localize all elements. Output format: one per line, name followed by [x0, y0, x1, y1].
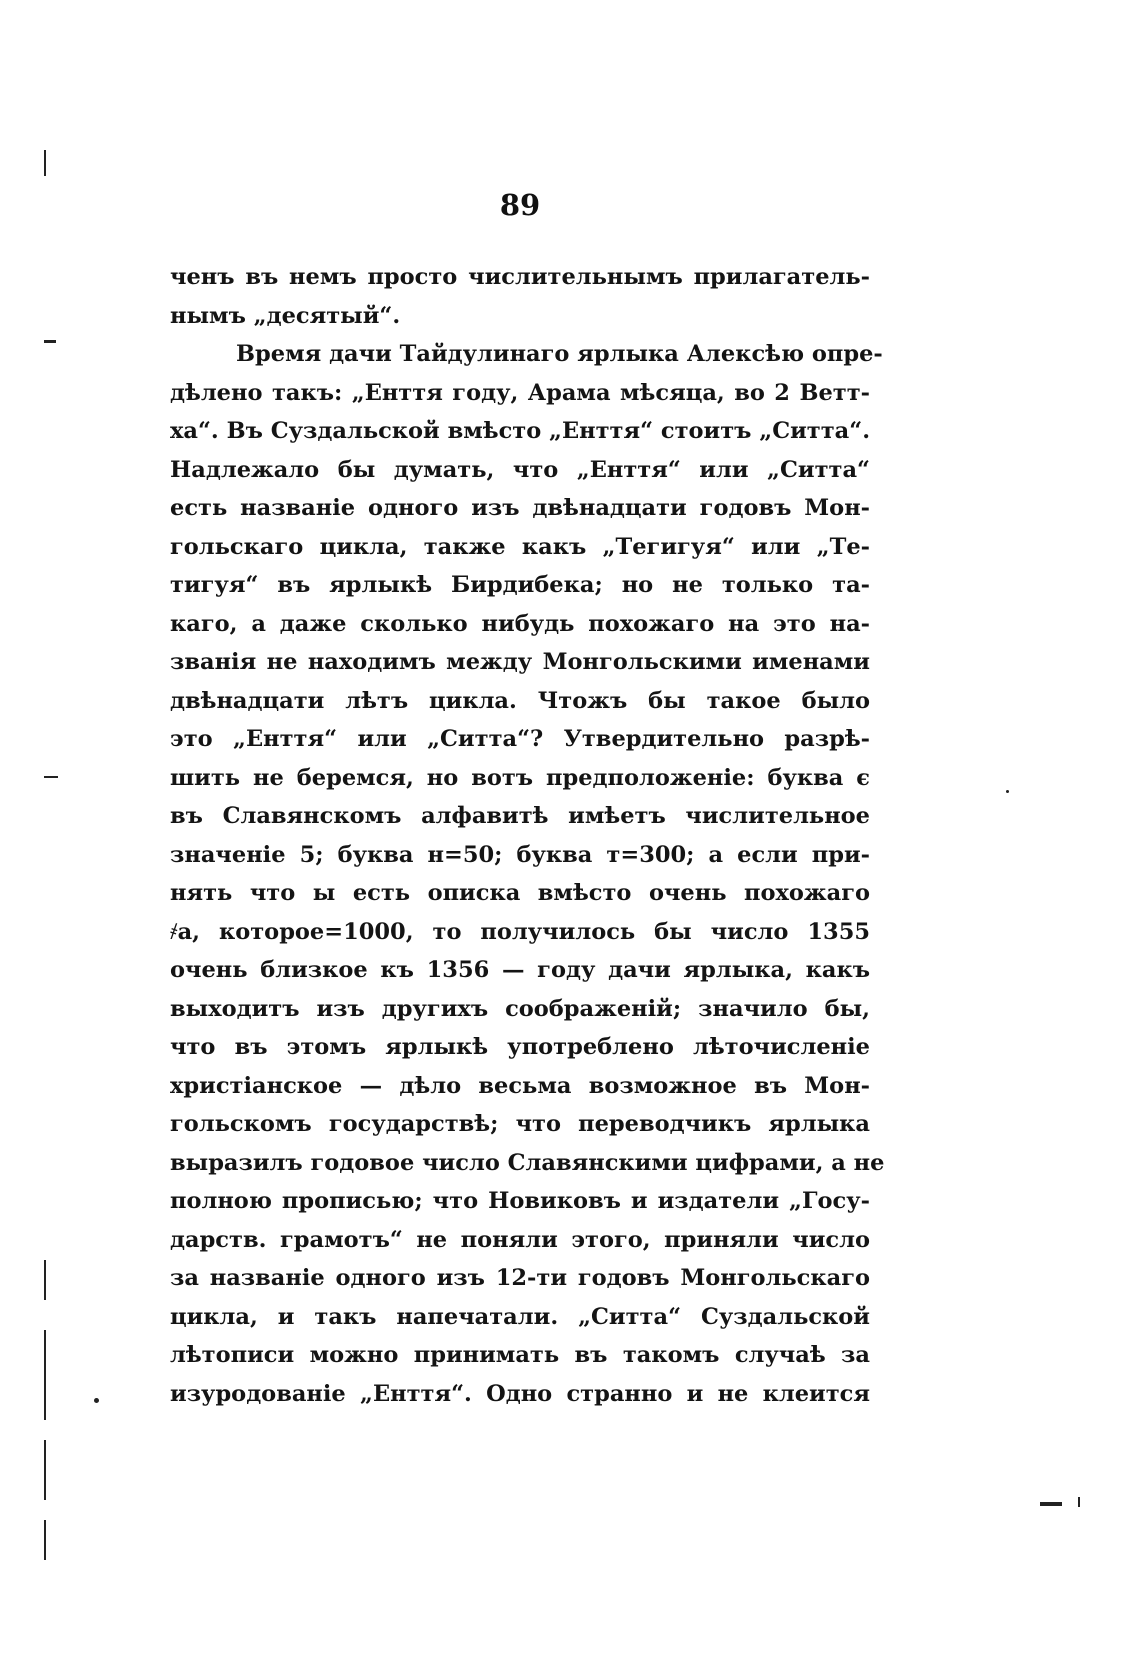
text-line: нымъ „десятый“.	[170, 302, 401, 329]
scan-artifact	[1040, 1502, 1062, 1506]
scan-artifact	[44, 150, 46, 176]
text-line: ченъ въ немъ просто числительнымъ прилагатель-	[170, 264, 870, 290]
text-line: гольскаго цикла, также какъ „Тегигуя“ или „Те-	[170, 533, 870, 560]
text-line: Время дачи Тайдулинаго ярлыка Алексѣю опре-	[236, 341, 883, 367]
text-line: дарств. грамотъ“ не поняли этого, приняли число	[170, 1226, 870, 1253]
text-line: полною прописью; что Новиковъ и издатели „Госу-	[170, 1188, 870, 1214]
text-line: изуродованіе „Енття“. Одно странно и не клеится	[170, 1380, 870, 1407]
text-line: дѣлено такъ: „Енття году, Арама мѣсяца, во 2 Ветт-	[170, 379, 870, 406]
text-line: ҂а, которое=1000, то получилось бы число 1355	[170, 918, 870, 945]
text-line: въ Славянскомъ алфавитѣ имѣетъ числительное	[170, 803, 870, 829]
page-number: 89	[499, 188, 541, 222]
text-line: званія не находимъ между Монгольскими именами	[170, 649, 870, 675]
scan-artifact	[44, 340, 56, 343]
text-line: Надлежало бы думать, что „Енття“ или „Ситта“	[170, 456, 870, 483]
scan-artifact	[94, 1398, 99, 1403]
text-line: цикла, и такъ напечатали. „Ситта“ Суздальской	[170, 1303, 870, 1330]
body-text	[170, 258, 885, 1413]
text-line: лѣтописи можно принимать въ такомъ случаѣ за	[170, 1342, 870, 1368]
text-line: гольскомъ государствѣ; что переводчикъ ярлыка	[170, 1111, 870, 1137]
text-line: христіанское — дѣло весьма возможное въ Мон-	[170, 1072, 870, 1099]
scan-artifact	[44, 1520, 46, 1560]
scan-artifact	[44, 1440, 46, 1500]
text-line: нять что ы есть описка вмѣсто очень похожаго	[170, 880, 870, 906]
text-line: есть названіе одного изъ двѣнадцати годовъ Мон-	[170, 495, 870, 521]
text-line: выразилъ годовое число Славянскими цифрами, а не	[170, 1149, 885, 1176]
text-line: за названіе одного изъ 12-ти годовъ Монгольскаго	[170, 1265, 870, 1291]
text-line: очень близкое къ 1356 — году дачи ярлыка, какъ	[170, 957, 870, 983]
text-line: тигуя“ въ ярлыкѣ Бирдибека; но не только та-	[170, 572, 870, 598]
scan-artifact	[44, 1260, 46, 1300]
text-line: это „Енття“ или „Ситта“? Утвердительно разрѣ-	[170, 726, 870, 752]
scan-artifact	[44, 776, 58, 778]
scan-artifact	[1006, 790, 1009, 793]
text-line: значеніе 5; буква н=50; буква т=300; а если при-	[170, 841, 870, 868]
text-line: что въ этомъ ярлыкѣ употреблено лѣточисленіе	[170, 1034, 870, 1060]
scan-artifact	[44, 1330, 46, 1420]
text-line: ха“. Въ Суздальской вмѣсто „Енття“ стоитъ „Ситта“.	[170, 418, 871, 444]
text-line: шить не беремся, но вотъ предположеніе: буква є	[170, 764, 870, 791]
text-line: двѣнадцати лѣтъ цикла. Чтожъ бы такое было	[170, 687, 870, 714]
scan-artifact	[1078, 1497, 1080, 1507]
text-line: выходитъ изъ другихъ соображеній; значило бы,	[170, 995, 870, 1022]
text-line: каго, а даже сколько нибудь похожаго на это на-	[170, 610, 870, 637]
